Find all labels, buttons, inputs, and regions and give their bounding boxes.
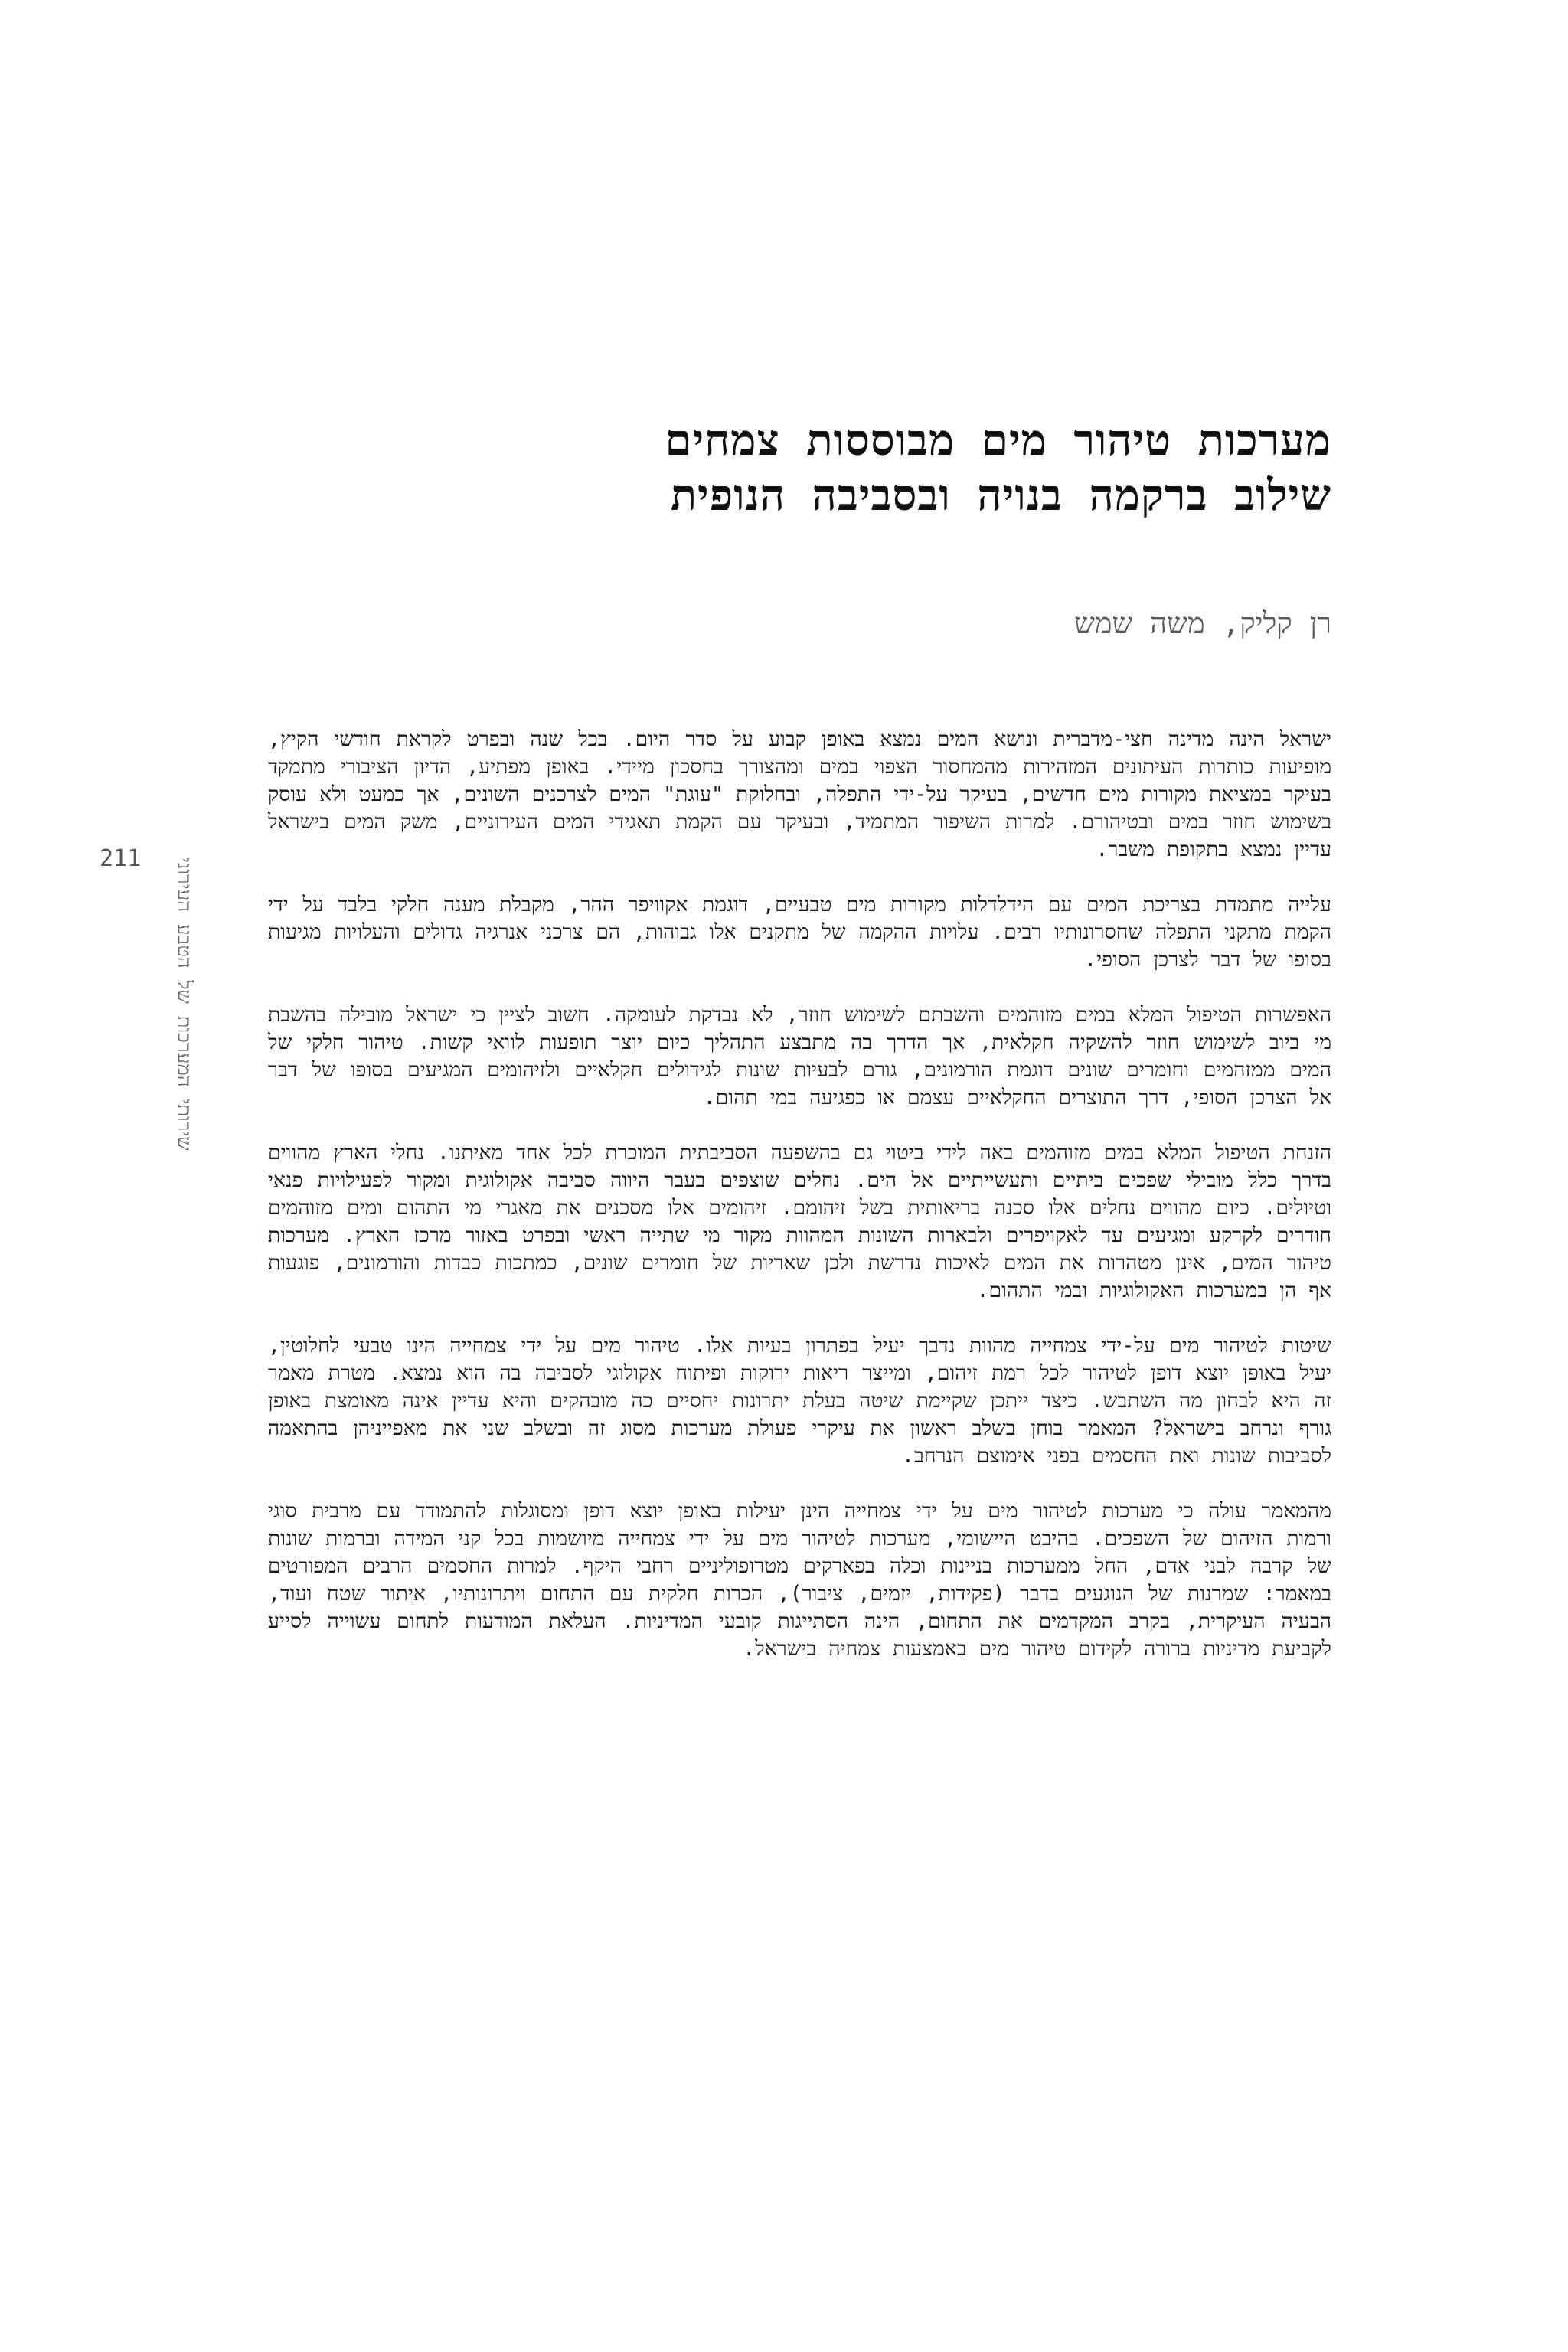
article-body	[268, 726, 1331, 1690]
title-line-2: שילוב ברקמה בנויה ובסביבה הנופית	[670, 471, 1331, 521]
paragraph: שיטות לטיהור מים על-ידי צמחייה מהוות נדבך יעיל בפתרון בעיות אלו. טיהור מים על ידי צמחייה הינו טבעי לחלוטין, יעיל באופן יוצא דופן לטיהור לכל רמת זיהום, ומייצר ריאות ירוקות ופיתוח אקולוגי לסביבה בה הוא נמצא. מטרת מאמר זה היא לבחון מה השתבש. כיצד ייתכן שקיימת שיטה בעלת יתרונות יחסיים כה מובהקים והיא עדיין אינה מאומצת באופן גורף ונרחב בישראל? המאמר בוחן בשלב ראשון את עיקרי פעולת מערכות מסוג זה ובשלב שני את מאפייניהן בהתאמה לסביבות שונות ואת החסמים בפני אימוצם הנרחב.	[268, 1334, 1331, 1468]
paragraph: האפשרות הטיפול המלא במים מזוהמים והשבתם לשימוש חוזר, לא נבדקת לעומקה. חשוב לציין כי ישראל מובילה בהשבת מי ביוב לשימוש חוזר להשקיה חקלאית, אך הדרך בה מתבצע התהליך כיום יוצר תופעות לוואי קשות. טיהור חלקי של המים ממזהמים וחומרים שונים דוגמת הורמונים, גורם לבעיות שונות לגידולים חקלאיים ולזיהומים המגיעים בסופו של דבר אל הצרכן הסופי, דרך התוצרים החקלאיים עצמם או כפגיעה במי תהום.	[268, 1003, 1331, 1109]
article-title	[413, 413, 1331, 524]
page-number: 211	[100, 845, 142, 872]
paragraph: הזנחת הטיפול המלא במים מזוהמים באה לידי ביטוי גם בהשפעה הסביבתית המוכרת לכל אחד מאיתנו. נחלי הארץ מהווים בדרך כלל מובילי שפכים ביתיים ותעשייתיים אל הים. נחלים שוצפים בעבר היווה סביבה אקולוגית ומקור לפעילויות פנאי וטיולים. כיום מהווים נחלים אלו סכנה בריאותית בשל זיהומם. זיהומים אלו מסכנים את מאגרי מי התהום ומים מזוהמים חודרים לקרקע ומגיעים עד לאקויפרים ולבארות השונות המהוות מקור מי שתייה ראשי ובפרט באזור מרכז הארץ. מערכות טיהור המים, אינן מטהרות את המים לאיכות נדרשת ולכן שאריות של חומרים שונים, כמתכות כבדות והורמונים, פוגעות אף הן במערכות האקולוגיות ובמי התהום.	[268, 1141, 1331, 1302]
paragraph: מהמאמר עולה כי מערכות לטיהור מים על ידי צמחייה הינן יעילות באופן יוצא דופן ומסוגלות להתמודד עם מרבית סוגי ורמות הזיהום של השפכים. בהיבט היישומי, מערכות לטיהור מים על ידי צמחייה מיושמות בכל קני המידה וברמות שונות של קרבה לבני אדם, החל ממערכות בניינות וכלה בפארקים מטרופוליניים רחבי היקף. למרות החסמים הרבים המפורטים במאמר: שמרנות של הנוגעים בדבר (פקידות, יזמים, ציבור), הכרות חלקית עם התחום ויתרונותיו, איתור שטח ועוד, הבעיה העיקרית, בקרב המקדמים את התחום, הינה הסתייגות קובעי המדיניות. העלאת המודעות לתחום עשוייה לסייע לקביעת מדיניות ברורה לקידום טיהור מים באמצעות צמחיה בישראל.	[268, 1499, 1331, 1661]
paragraph: עלייה מתמדת בצריכת המים עם הידלדלות מקורות מים טבעיים, דוגמת אקוויפר ההר, מקבלת מענה חלקי בלבד על ידי הקמת מתקני התפלה שחסרונותיו רבים. עלויות ההקמה של מתקנים אלו גבוהות, הם צרכני אנרגיה גדולים והעלויות מגיעות בסופו של דבר לצרכן הסופי.	[268, 893, 1331, 972]
article-authors: רן קליק, משה שמש	[1074, 606, 1331, 640]
title-line-1: מערכות טיהור מים מבוססות צמחים	[665, 416, 1331, 466]
running-head: שירותי המערכות של הטבע העירוני	[172, 858, 195, 1151]
paragraph: ישראל הינה מדינה חצי-מדברית ונושא המים נמצא באופן קבוע על סדר היום. בכל שנה ובפרט לקראת חודשי הקיץ, מופיעות כותרות העיתונים המזהירות מהמחסור הצפוי במים ומהצורך בחסכון מיידי. באופן מפתיע, הדיון הציבורי מתמקד בעיקר במציאת מקורות מים חדשים, בעיקר על-ידי התפלה, ובחלוקת "עוגת" המים לצרכנים השונים, אך כמעט ולא עוסק בשימוש חוזר במים ובטיהורם. למרות השיפור המתמיד, ובעיקר עם הקמת תאגידי המים העירוניים, משק המים בישראל עדיין נמצא בתקופת משבר.	[268, 727, 1331, 861]
